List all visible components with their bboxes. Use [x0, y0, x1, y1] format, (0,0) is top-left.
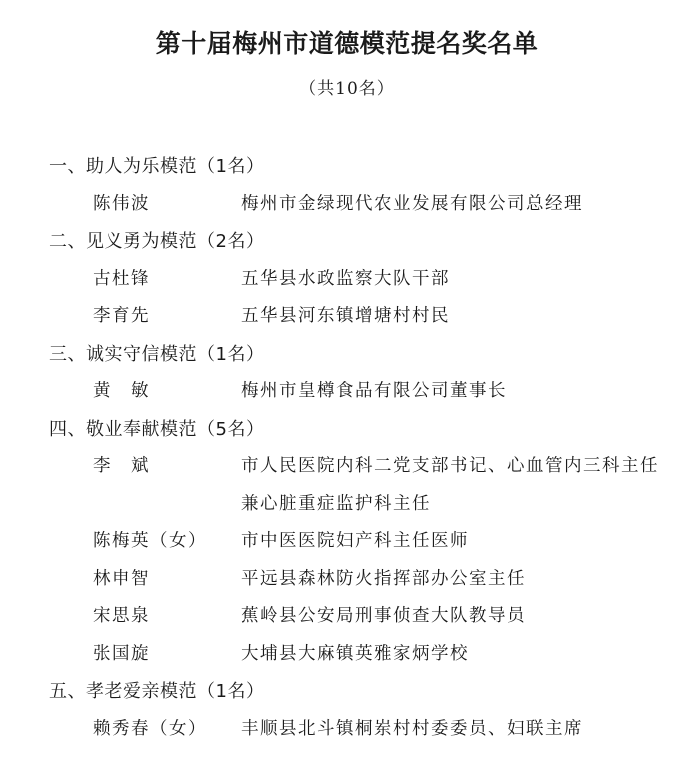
list-item: [0, 711, 694, 749]
person-title: 丰顺县北斗镇桐岽村村委委员、妇联主席: [241, 718, 583, 739]
list-item: [0, 261, 694, 299]
person-title: 大埔县大麻镇英雅家炳学校: [241, 643, 469, 664]
person-name: 赖秀春（女）: [93, 718, 207, 739]
list-item-continuation: [0, 486, 694, 524]
person-name: 黄 敏: [93, 381, 150, 401]
category-heading: 一、助人为乐模范（1名）: [49, 156, 265, 177]
list-item: [0, 448, 694, 486]
list-item: [0, 373, 694, 411]
list-item: [0, 298, 694, 336]
person-title: 梅州市皇樽食品有限公司董事长: [241, 381, 507, 401]
person-name: 张国旋: [93, 643, 150, 664]
category-heading: 二、见义勇为模范（2名）: [49, 231, 265, 252]
person-title: 市中医医院妇产科主任医师: [241, 531, 469, 551]
person-name: 陈伟波: [93, 193, 150, 214]
person-title: 五华县河东镇增塘村村民: [241, 306, 450, 326]
list-item: [0, 598, 694, 636]
list-item: [0, 186, 694, 224]
category-heading: 四、敬业奉献模范（5名）: [49, 418, 265, 440]
person-name: 李 斌: [93, 456, 150, 476]
person-name: 李育先: [93, 306, 150, 326]
category-heading: 三、诚实守信模范（1名）: [49, 343, 265, 365]
person-title: 兼心脏重症监护科主任: [241, 493, 431, 514]
person-title: 蕉岭县公安局刑事侦查大队教导员: [241, 606, 526, 626]
person-title: 市人民医院内科二党支部书记、心血管内三科主任: [241, 456, 659, 476]
page-subtitle: （共10名）: [299, 79, 395, 99]
person-title: 平远县森林防火指挥部办公室主任: [241, 568, 526, 589]
page-title: 第十届梅州市道德模范提名奖名单: [155, 29, 539, 58]
person-name: 宋思泉: [93, 606, 150, 626]
list-item: [0, 636, 694, 674]
list-item: [0, 523, 694, 561]
award-list: [0, 148, 694, 748]
person-title: 梅州市金绿现代农业发展有限公司总经理: [241, 193, 583, 214]
list-item: [0, 561, 694, 599]
person-name: 古杜锋: [93, 268, 150, 289]
person-title: 五华县水政监察大队干部: [241, 268, 450, 289]
person-name: 陈梅英（女）: [93, 531, 207, 551]
person-name: 林申智: [93, 568, 150, 589]
category-heading: 五、孝老爱亲模范（1名）: [49, 681, 265, 702]
